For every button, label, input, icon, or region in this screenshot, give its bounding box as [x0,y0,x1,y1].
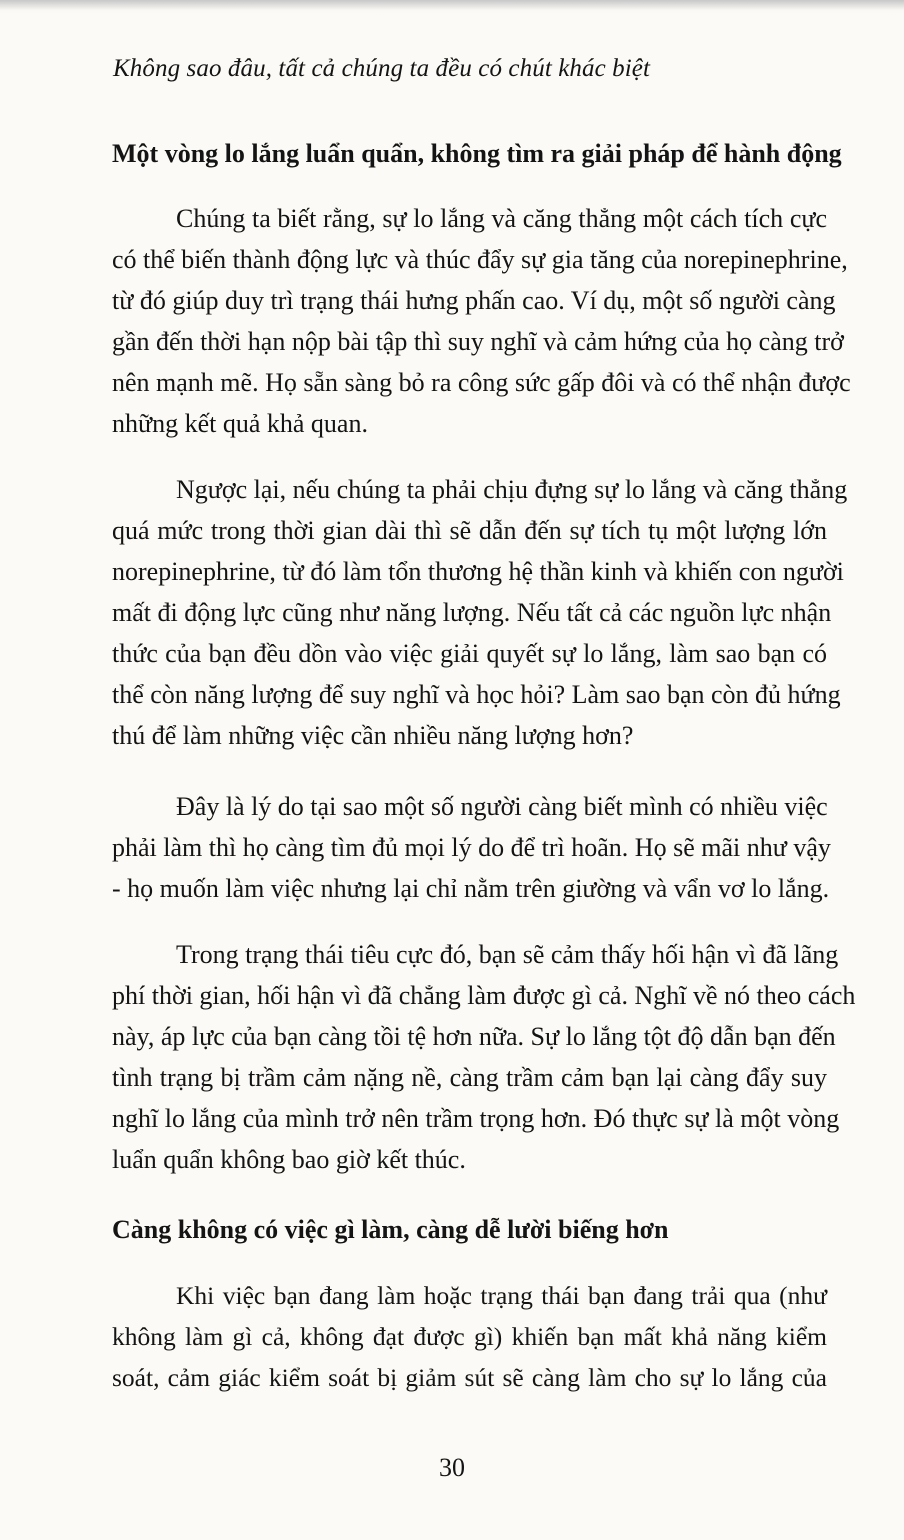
paragraph-line: Trong trạng thái tiêu cực đó, bạn sẽ cảm thấy hối hận vì đã lãng [176,940,839,969]
paragraph-line: thú để làm những việc cần nhiều năng lượng hơn? [112,721,634,750]
page-edge-shadow [0,0,904,10]
paragraph-line: phí thời gian, hối hận vì đã chẳng làm được gì cả. Nghĩ về nó theo cách [112,981,856,1010]
paragraph-line: luẩn quẩn không bao giờ kết thúc. [112,1145,466,1174]
paragraph-line: quá mức trong thời gian dài thì sẽ dẫn đến sự tích tụ một lượng lớn [112,516,827,545]
paragraph-line: gần đến thời hạn nộp bài tập thì suy nghĩ và cảm hứng của họ càng trở [112,327,844,356]
paragraph-line: mất đi động lực cũng như năng lượng. Nếu tất cả các nguồn lực nhận [112,598,832,627]
paragraph-line: Chúng ta biết rằng, sự lo lắng và căng thẳng một cách tích cực [176,204,827,233]
paragraph-line: này, áp lực của bạn càng tồi tệ hơn nữa. Sự lo lắng tột độ dẫn bạn đến [112,1022,836,1051]
paragraph-line: Khi việc bạn đang làm hoặc trạng thái bạn đang trải qua (như [176,1281,827,1310]
paragraph-line: không làm gì cả, không đạt được gì) khiến bạn mất khả năng kiểm [112,1322,827,1351]
paragraph-line: từ đó giúp duy trì trạng thái hưng phấn cao. Ví dụ, một số người càng [112,286,836,315]
paragraph-line: nghĩ lo lắng của mình trở nên trầm trọng hơn. Đó thực sự là một vòng [112,1104,840,1133]
paragraph-1 [112,198,851,444]
paragraph-line: thể còn năng lượng để suy nghĩ và học hỏi? Làm sao bạn còn đủ hứng [112,680,841,709]
paragraph-line: Ngược lại, nếu chúng ta phải chịu đựng sự lo lắng và căng thẳng [176,475,848,504]
paragraph-line: thức của bạn đều dồn vào việc giải quyết sự lo lắng, làm sao bạn có [112,639,827,668]
paragraph-3 [112,786,831,909]
paragraph-line: soát, cảm giác kiểm soát bị giảm sút sẽ càng làm cho sự lo lắng của [112,1363,827,1392]
paragraph-line: nên mạnh mẽ. Họ sẵn sàng bỏ ra công sức gấp đôi và có thể nhận được [112,368,851,397]
paragraph-line: có thể biến thành động lực và thúc đẩy sự gia tăng của norepinephrine, [112,245,848,274]
paragraph-line: tình trạng bị trầm cảm nặng nề, càng trầm cảm bạn lại càng đẩy suy [112,1063,827,1092]
page-number: 30 [439,1453,465,1482]
paragraph-4 [112,934,856,1180]
paragraph-line: phải làm thì họ càng tìm đủ mọi lý do để trì hoãn. Họ sẽ mãi như vậy [112,833,831,862]
running-header: Không sao đâu, tất cả chúng ta đều có chút khác biệt [113,55,651,82]
section-heading-idleness: Càng không có việc gì làm, càng dễ lười biếng hơn [112,1215,669,1244]
paragraph-5 [112,1275,827,1398]
paragraph-line: những kết quả khả quan. [112,409,368,438]
paragraph-line: Đây là lý do tại sao một số người càng biết mình có nhiều việc [176,792,828,821]
paragraph-2 [112,469,848,756]
paragraph-line: norepinephrine, từ đó làm tổn thương hệ thần kinh và khiến con người [112,557,844,586]
section-heading-vicious-cycle: Một vòng lo lắng luẩn quẩn, không tìm ra giải pháp để hành động [112,139,842,168]
paragraph-line: - họ muốn làm việc nhưng lại chỉ nằm trên giường và vẩn vơ lo lắng. [112,874,830,903]
